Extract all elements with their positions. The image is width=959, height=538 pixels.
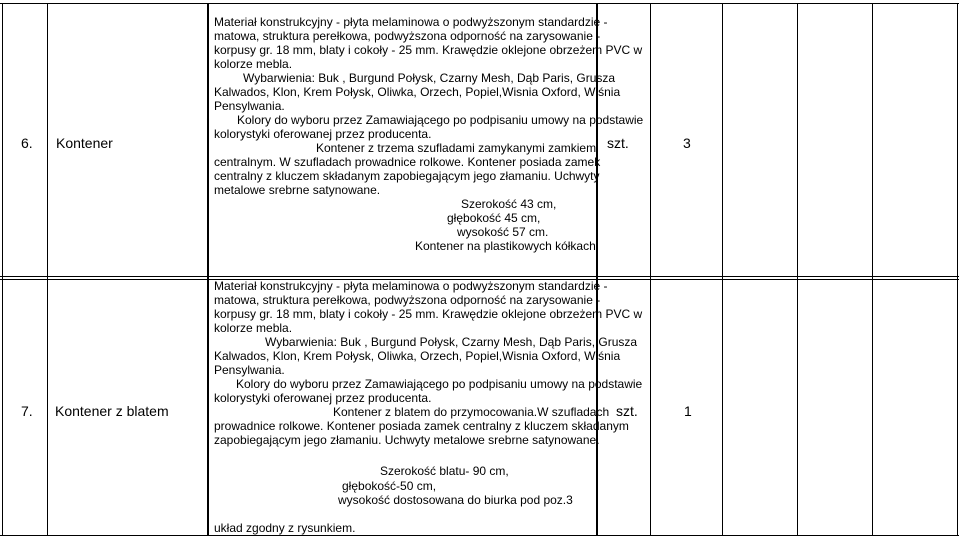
description-line: Materiał konstrukcyjny - płyta melaminowa o podwyższonym standardzie - bbox=[214, 279, 608, 293]
description-line: kolorystyki oferowanej przez producenta. bbox=[214, 391, 432, 405]
quantity-value: 1 bbox=[684, 403, 692, 419]
description-line: kolorze mebla. bbox=[214, 57, 293, 71]
description-line: kolorze mebla. bbox=[214, 321, 293, 335]
description-line: układ zgodny z rysunkiem. bbox=[214, 521, 356, 535]
description-line: głębokość-50 cm, bbox=[342, 479, 437, 493]
description-line: korpusy gr. 18 mm, blaty i cokoły - 25 mm. Krawędzie oklejone obrzeżem PVC w bbox=[214, 43, 643, 57]
col-line-left bbox=[2, 3, 3, 536]
description-line: Wybarwienia: Buk , Burgund Połysk, Czarny Mesh, Dąb Paris, Grusza bbox=[265, 335, 638, 349]
description-line: centralny z kluczem składanym zapobiegającym jego złamaniu. Uchwyty bbox=[214, 169, 600, 183]
description-line: matowa, struktura perełkowa, podwyższona odporność na zarysowanie - bbox=[214, 293, 601, 307]
row-number: 7. bbox=[21, 403, 33, 419]
row-7-bottom-border bbox=[0, 535, 959, 536]
row-6-bottom-border bbox=[0, 276, 959, 277]
description-line: Kalwados, Klon, Krem Połysk, Oliwka, Orzech, Popiel,Wisnia Oxford, Wiśnia bbox=[214, 85, 621, 99]
description-line: Kontener z blatem do przymocowania.W szufladach bbox=[333, 405, 610, 419]
quantity-value: 3 bbox=[683, 135, 691, 151]
col-line-name bbox=[207, 3, 209, 536]
description-line: Kolory do wyboru przez Zamawiającego po podpisaniu umowy na podstawie bbox=[237, 113, 644, 127]
row-number: 6. bbox=[21, 135, 33, 151]
item-name: Kontener z blatem bbox=[55, 403, 169, 419]
description-line: centralnym. W szufladach prowadnice rolkowe. Kontener posiada zamek bbox=[214, 155, 601, 169]
description-line: Szerokość blatu- 90 cm, bbox=[380, 464, 509, 478]
description-line: kolorystyki oferowanej przez producenta. bbox=[214, 127, 432, 141]
description-line: wysokość 57 cm. bbox=[457, 225, 549, 239]
description-line: Kalwados, Klon, Krem Połysk, Oliwka, Orzech, Popiel,Wisnia Oxford, Wiśnia bbox=[214, 349, 621, 363]
description-line: Pensylwania. bbox=[214, 99, 285, 113]
col-line-price-1 bbox=[797, 3, 798, 536]
description-line: Materiał konstrukcyjny - płyta melaminowa o podwyższonym standardzie - bbox=[214, 15, 608, 29]
description-line: metalowe srebrne satynowane. bbox=[214, 183, 381, 197]
unit-label: szt. bbox=[607, 135, 629, 151]
description-line: Wybarwienia: Buk , Burgund Połysk, Czarny Mesh, Dąb Paris, Grusza bbox=[243, 71, 616, 85]
unit-label: szt. bbox=[616, 403, 638, 419]
description-line: głębokość 45 cm, bbox=[447, 211, 541, 225]
col-line-price-2 bbox=[872, 3, 873, 536]
description-line: Kontener z trzema szufladami zamykanymi zamkiem bbox=[316, 141, 597, 155]
description-line: Kontener na plastikowych kółkach. bbox=[415, 239, 600, 253]
item-name: Kontener bbox=[56, 135, 113, 151]
col-line-unit bbox=[650, 3, 651, 536]
description-line: zapobiegającym jego złamaniu. Uchwyty metalowe srebrne satynowane. bbox=[214, 433, 600, 447]
col-line-quantity bbox=[722, 3, 723, 536]
row-6-top-border bbox=[0, 3, 959, 4]
description-line: Kolory do wyboru przez Zamawiającego po podpisaniu umowy na podstawie bbox=[236, 377, 643, 391]
col-line-number bbox=[47, 3, 48, 536]
description-line: matowa, struktura perełkowa, podwyższona odporność na zarysowanie - bbox=[214, 29, 601, 43]
description-line: korpusy gr. 18 mm, blaty i cokoły - 25 mm. Krawędzie oklejone obrzeżem PVC w bbox=[214, 307, 643, 321]
description-line: Szerokość 43 cm, bbox=[461, 197, 557, 211]
description-line: Pensylwania. bbox=[214, 363, 285, 377]
description-line: wysokość dostosowana do biurka pod poz.3 bbox=[338, 493, 573, 507]
description-line: prowadnice rolkowe. Kontener posiada zamek centralny z kluczem składanym bbox=[214, 419, 629, 433]
col-line-right bbox=[957, 3, 958, 536]
